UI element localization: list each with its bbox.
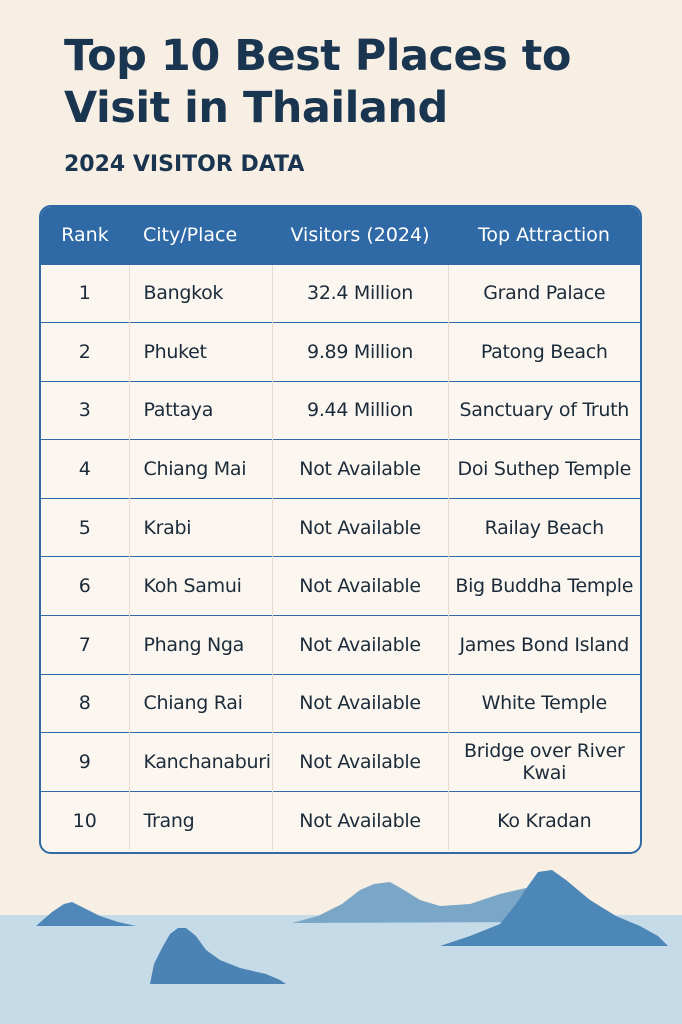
city-cell: Bangkok: [129, 264, 272, 323]
rank-cell: 5: [41, 498, 129, 557]
city-cell: Trang: [129, 791, 272, 850]
table-row: [41, 674, 640, 733]
places-table-card: [39, 205, 642, 854]
visitors-cell: Not Available: [272, 674, 448, 733]
attraction-cell: Ko Kradan: [448, 791, 640, 850]
table-row: [41, 323, 640, 382]
rank-cell: 4: [41, 440, 129, 499]
sea-islands-illustration: [0, 860, 682, 1024]
city-cell: Chiang Rai: [129, 674, 272, 733]
attraction-cell: Railay Beach: [448, 498, 640, 557]
attraction-cell: Big Buddha Temple: [448, 557, 640, 616]
city-cell: Kanchanaburi: [129, 733, 272, 792]
table-row: [41, 498, 640, 557]
page-title: Top 10 Best Places to Visit in Thailand: [64, 31, 571, 133]
city-cell: Krabi: [129, 498, 272, 557]
visitors-cell: Not Available: [272, 733, 448, 792]
visitors-cell: Not Available: [272, 791, 448, 850]
city-cell: Phuket: [129, 323, 272, 382]
page-subtitle: 2024 VISITOR DATA: [64, 152, 305, 177]
table-row: [41, 733, 640, 792]
city-cell: Koh Samui: [129, 557, 272, 616]
visitors-cell: Not Available: [272, 616, 448, 675]
attraction-cell: White Temple: [448, 674, 640, 733]
attraction-cell: James Bond Island: [448, 616, 640, 675]
places-table: [41, 207, 640, 850]
visitors-cell: 9.89 Million: [272, 323, 448, 382]
rank-cell: 9: [41, 733, 129, 792]
visitors-cell: Not Available: [272, 557, 448, 616]
rank-cell: 1: [41, 264, 129, 323]
rank-cell: 3: [41, 381, 129, 440]
column-header-visitors: Visitors (2024): [290, 224, 430, 247]
attraction-cell: Patong Beach: [448, 323, 640, 382]
column-header-city: City/Place: [143, 224, 238, 247]
attraction-cell: Sanctuary of Truth: [448, 381, 640, 440]
table-row: [41, 557, 640, 616]
visitors-cell: Not Available: [272, 440, 448, 499]
rank-cell: 7: [41, 616, 129, 675]
table-row: [41, 616, 640, 675]
attraction-cell: Doi Suthep Temple: [448, 440, 640, 499]
visitors-cell: Not Available: [272, 498, 448, 557]
column-header-rank: Rank: [61, 224, 109, 247]
table-row: [41, 264, 640, 323]
table-header-row: [41, 207, 640, 264]
city-cell: Phang Nga: [129, 616, 272, 675]
rank-cell: 10: [41, 791, 129, 850]
rank-cell: 2: [41, 323, 129, 382]
rank-cell: 6: [41, 557, 129, 616]
visitors-cell: 32.4 Million: [272, 264, 448, 323]
city-cell: Chiang Mai: [129, 440, 272, 499]
table-row: [41, 791, 640, 850]
city-cell: Pattaya: [129, 381, 272, 440]
table-row: [41, 381, 640, 440]
attraction-cell: Grand Palace: [448, 264, 640, 323]
column-header-attraction: Top Attraction: [478, 224, 610, 247]
rank-cell: 8: [41, 674, 129, 733]
attraction-cell: Bridge over River Kwai: [448, 733, 640, 792]
table-row: [41, 440, 640, 499]
visitors-cell: 9.44 Million: [272, 381, 448, 440]
